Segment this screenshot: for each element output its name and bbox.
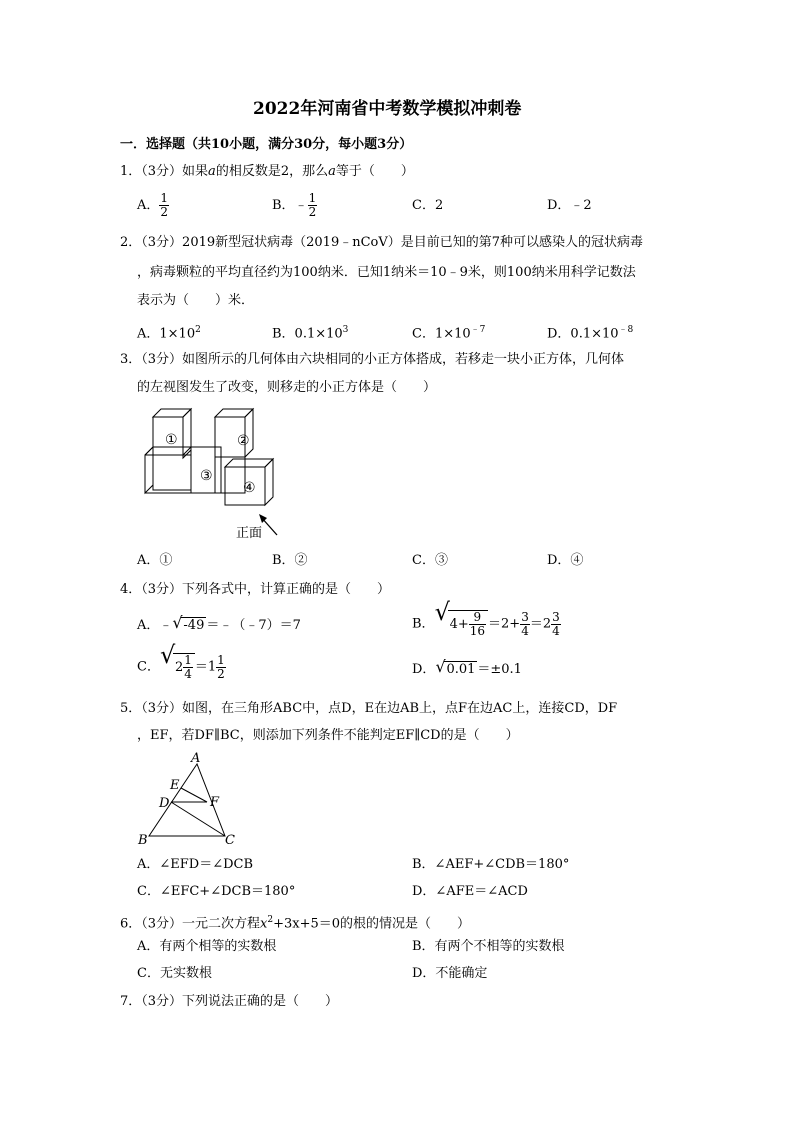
q4-stem: 4．（3分）下列各式中，计算正确的是（ ） <box>120 582 391 597</box>
q3-front-label: 正面 <box>236 526 263 541</box>
point-label-d: D <box>159 796 170 811</box>
q2-option-a: A．$1\times 10^2$ <box>137 325 201 342</box>
q6-option-a: A．有两个相等的实数根 <box>137 939 277 954</box>
q2-line2: ，病毒颗粒的平均直径约为100纳米．已知1纳米＝10﹣9米，则100纳米用科学记数法 <box>137 265 636 280</box>
q1-option-a: A． $\frac{1}{2}$ <box>137 191 169 219</box>
q2-line3: 表示为（ ）米． <box>137 293 255 308</box>
q3-cube-figure <box>135 405 295 545</box>
q6-option-b: B．有两个不相等的实数根 <box>412 939 565 954</box>
q2-option-b: B．$0.1\times 10^3$ <box>272 325 349 342</box>
q5-line2: ，EF，若DF∥BC，则添加下列条件不能判定EF∥CD的是（ ） <box>137 728 519 743</box>
q5-triangle-figure <box>135 750 245 850</box>
q6-stem: 6．（3分）一元二次方程$x^2+3x+5=0$的根的情况是（ ） <box>120 915 471 932</box>
q2-option-d: D．$0.1\times 10^{﹣8}$ <box>547 325 634 342</box>
q1-option-d: D．﹣2 <box>547 198 592 213</box>
q4-option-c: C． √ 2 $\frac{1}{4}$ ＝1 $\frac{1}{2}$ <box>137 641 225 681</box>
q1-stem: 1．（3分）如果a的相反数是2，那么a等于（ ） <box>120 164 414 179</box>
q6-option-c: C．无实数根 <box>137 966 212 981</box>
q3-option-d: D．④ <box>547 553 584 568</box>
q5-option-c: C．∠EFC+∠DCB＝180° <box>137 884 296 899</box>
q4-option-a: A．﹣ √ -49 ＝﹣（﹣7）＝7 <box>137 613 301 633</box>
cube-label-4: ④ <box>243 480 256 496</box>
cube-label-1: ① <box>165 432 178 448</box>
q2-line1: 2．（3分）2019新型冠状病毒（2019﹣nCoV）是目前已知的第7种可以感染人的冠状病毒 <box>120 235 644 250</box>
q3-line1: 3．（3分）如图所示的几何体由六块相同的小正方体搭成，若移走一块小正方体，几何体 <box>120 352 625 367</box>
q2-option-c: C．$1\times 10^{﹣7}$ <box>412 325 486 342</box>
q1-option-b: B．﹣ $\frac{1}{2}$ <box>272 191 317 219</box>
point-label-f: F <box>210 795 220 810</box>
q5-line1: 5．（3分）如图，在三角形ABC中，点D，E在边AB上，点F在边AC上，连接CD，DF <box>120 701 618 716</box>
q3-option-b: B．② <box>272 553 308 568</box>
q1-option-c: C．2 <box>412 198 444 213</box>
point-label-c: C <box>225 833 235 848</box>
cube-label-3: ③ <box>200 468 213 484</box>
q3-line2: 的左视图发生了改变，则移走的小正方体是（ ） <box>137 380 437 395</box>
q5-option-b: B．∠AEF+∠CDB＝180° <box>412 857 570 872</box>
point-label-e: E <box>170 778 180 793</box>
point-label-a: A <box>191 751 201 766</box>
q4-option-d: D． √ 0.01 ＝±0.1 <box>412 657 522 677</box>
q6-option-d: D．不能确定 <box>412 966 488 981</box>
q7-stem: 7．（3分）下列说法正确的是（ ） <box>120 994 339 1009</box>
section-heading: 一．选择题（共10小题，满分30分，每小题3分） <box>120 137 413 152</box>
q3-option-c: C．③ <box>412 553 448 568</box>
q5-option-d: D．∠AFE＝∠ACD <box>412 884 528 899</box>
point-label-b: B <box>138 833 148 848</box>
page-title: 2022年河南省中考数学模拟冲刺卷 <box>253 99 522 119</box>
q3-option-a: A．① <box>137 553 173 568</box>
q5-option-a: A．∠EFD＝∠DCB <box>137 857 254 872</box>
q4-option-b: B． √ 4+ $\frac{9}{16}$ ＝2+ $\frac{3}{4}$ ＝2 $\frac{3}{4}$ <box>412 598 560 638</box>
cube-label-2: ② <box>237 433 250 449</box>
